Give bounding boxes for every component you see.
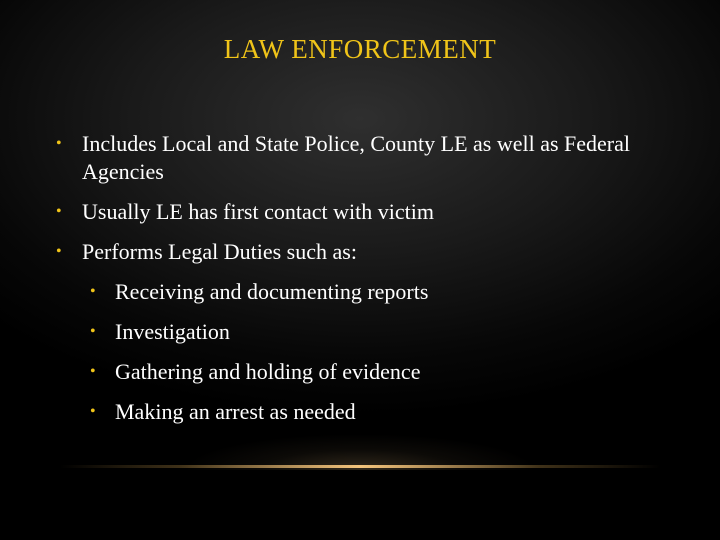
- bullet-item: [56, 198, 676, 226]
- bullet-text: Usually LE has first contact with victim: [82, 199, 434, 224]
- sub-bullet-marker: •: [90, 283, 96, 300]
- bullet-item: [56, 130, 676, 186]
- bullet-marker: •: [56, 135, 62, 152]
- sub-bullet-item: [56, 278, 676, 306]
- sub-bullet-text: Gathering and holding of evidence: [115, 359, 421, 384]
- bullet-list: [56, 130, 676, 438]
- sub-bullet-text: Investigation: [115, 319, 230, 344]
- sub-bullet-text: Receiving and documenting reports: [115, 279, 429, 304]
- bullet-item: [56, 238, 676, 266]
- slide-title: LAW ENFORCEMENT: [223, 34, 497, 64]
- sub-bullet-marker: •: [90, 323, 96, 340]
- sub-bullet-item: [56, 398, 676, 426]
- sub-bullet-marker: •: [90, 403, 96, 420]
- bullet-text: Performs Legal Duties such as:: [82, 239, 357, 264]
- decorative-glow-line: [60, 465, 660, 468]
- decorative-glow-halo: [140, 425, 580, 470]
- sub-bullet-text: Making an arrest as needed: [115, 399, 356, 424]
- bullet-marker: •: [56, 203, 62, 220]
- bullet-text: Includes Local and State Police, County LE as well as Federal Agencies: [82, 131, 631, 184]
- sub-bullet-item: [56, 358, 676, 386]
- sub-bullet-item: [56, 318, 676, 346]
- sub-bullet-marker: •: [90, 363, 96, 380]
- bullet-marker: •: [56, 243, 62, 260]
